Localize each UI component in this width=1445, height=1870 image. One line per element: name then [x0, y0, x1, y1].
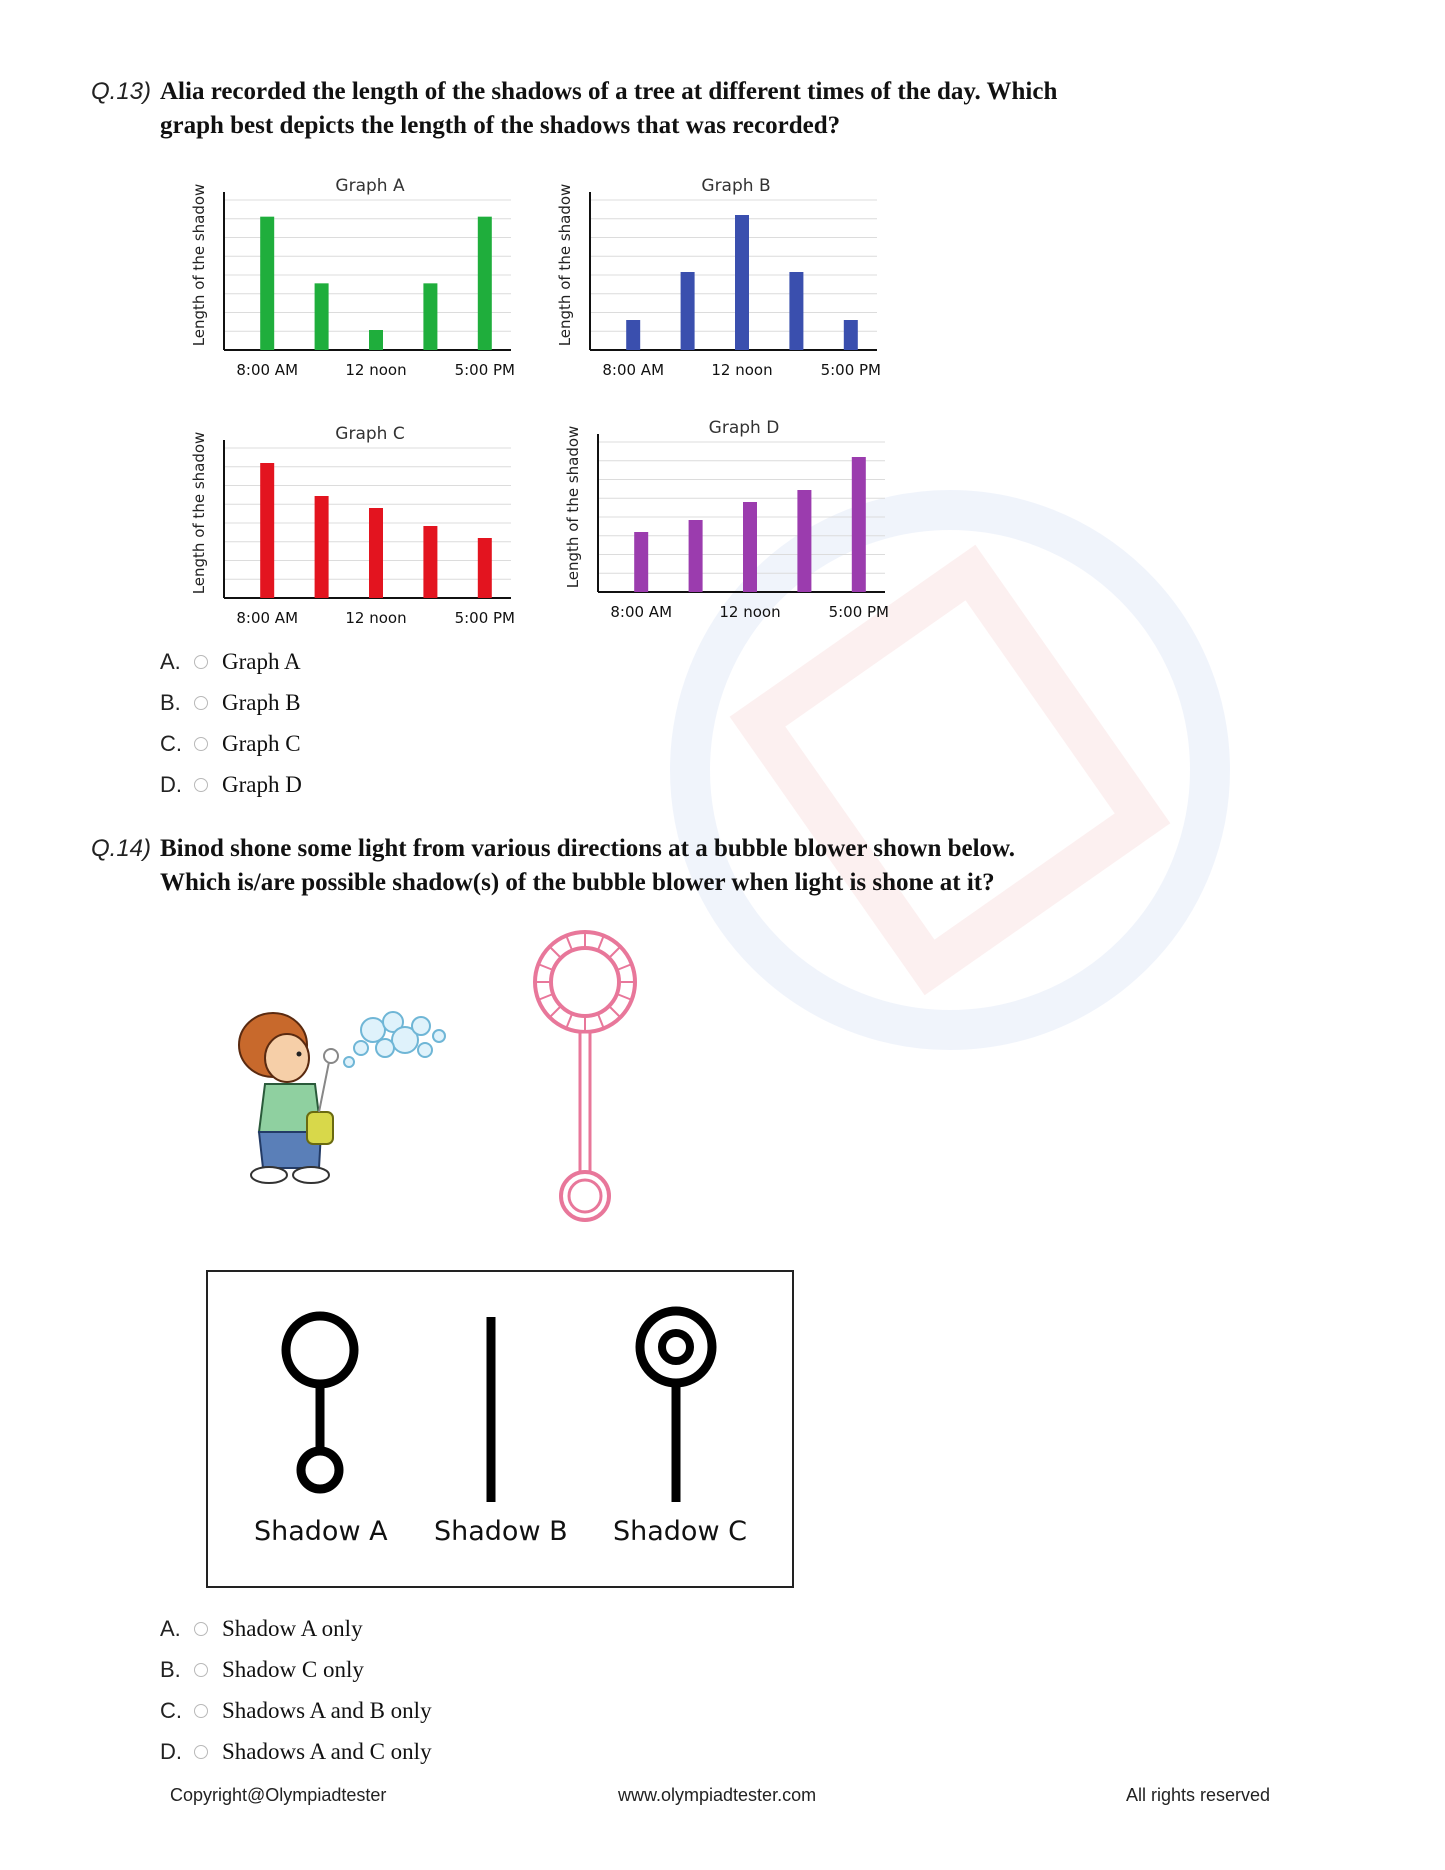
- option-letter: D.: [160, 1739, 182, 1764]
- bar: [423, 526, 437, 598]
- option-text: Shadow A only: [222, 1616, 363, 1641]
- shadow-drawings: [208, 1272, 792, 1512]
- radio-button[interactable]: [194, 1622, 208, 1636]
- bar: [260, 217, 274, 350]
- y-axis-label: Length of the shadow: [190, 183, 208, 347]
- x-tick-label: 5:00 PM: [828, 603, 890, 621]
- bar: [689, 520, 703, 592]
- question-14-number: Q.14): [91, 835, 152, 862]
- q14-option-c[interactable]: [160, 1694, 432, 1728]
- graph-title: Graph A: [335, 176, 405, 196]
- footer-rights: All rights reserved: [1126, 1785, 1271, 1805]
- bar: [789, 272, 803, 350]
- option-text: Graph B: [222, 690, 301, 715]
- bar: [634, 532, 648, 592]
- graph-a: [186, 170, 526, 385]
- option-letter: A.: [160, 1616, 181, 1641]
- option-letter: C.: [160, 1698, 182, 1723]
- x-tick-label: 8:00 AM: [610, 603, 673, 621]
- bar: [369, 508, 383, 598]
- bar: [260, 463, 274, 598]
- graph-d: [560, 412, 900, 627]
- radio-button[interactable]: [194, 1663, 208, 1677]
- question-13-text: [160, 75, 1057, 143]
- q13-option-b[interactable]: [160, 686, 301, 720]
- y-axis-label: Length of the shadow: [564, 425, 582, 589]
- bar: [626, 320, 640, 350]
- boy-blowing-bubbles-illustration: [225, 1000, 465, 1190]
- bar: [844, 320, 858, 350]
- radio-button[interactable]: [194, 737, 208, 751]
- bar: [315, 496, 329, 598]
- option-text: Shadow C only: [222, 1657, 364, 1682]
- question-13-number: Q.13): [91, 78, 152, 105]
- footer-website[interactable]: www.olympiadtester.com: [618, 1785, 817, 1805]
- option-letter: B.: [160, 690, 181, 715]
- option-letter: B.: [160, 1657, 181, 1682]
- x-tick-label: 12 noon: [345, 609, 407, 627]
- bar: [852, 457, 866, 592]
- graph-title: Graph B: [701, 176, 771, 196]
- option-letter: C.: [160, 731, 182, 756]
- question-14-line-1: Binod shone some light from various directions at a bubble blower shown below.: [160, 835, 1015, 862]
- y-axis-label: Length of the shadow: [190, 431, 208, 595]
- graph-b: [552, 170, 892, 385]
- graph-title: Graph C: [335, 424, 405, 444]
- radio-button[interactable]: [194, 655, 208, 669]
- graph-c: [186, 418, 526, 633]
- x-tick-label: 8:00 AM: [236, 609, 299, 627]
- question-13-line-1: Alia recorded the length of the shadows of a tree at different times of the day. Which: [160, 78, 1058, 105]
- shadows-box: [206, 1270, 794, 1588]
- bar: [315, 283, 329, 350]
- option-text: Graph C: [222, 731, 301, 756]
- x-tick-label: 12 noon: [345, 361, 407, 379]
- shadow-a-drawing: [286, 1316, 354, 1489]
- option-letter: A.: [160, 649, 181, 674]
- x-tick-label: 12 noon: [719, 603, 781, 621]
- question-14-text: [160, 832, 1015, 900]
- bar: [478, 538, 492, 598]
- graph-title: Graph D: [708, 418, 780, 438]
- x-tick-label: 5:00 PM: [820, 361, 882, 379]
- graph-c-svg: [186, 418, 526, 628]
- radio-button[interactable]: [194, 1745, 208, 1759]
- shadow-b-label: Shadow B: [434, 1516, 568, 1547]
- bar: [369, 330, 383, 350]
- option-text: Shadows A and C only: [222, 1739, 432, 1764]
- x-tick-label: 5:00 PM: [454, 361, 516, 379]
- radio-button[interactable]: [194, 1704, 208, 1718]
- radio-button[interactable]: [194, 778, 208, 792]
- x-tick-label: 8:00 AM: [602, 361, 665, 379]
- bar: [681, 272, 695, 350]
- bar: [423, 283, 437, 350]
- q13-option-d[interactable]: [160, 768, 302, 802]
- x-tick-label: 12 noon: [711, 361, 773, 379]
- graph-d-svg: [560, 412, 900, 622]
- bar: [743, 502, 757, 592]
- y-axis-label: Length of the shadow: [556, 183, 574, 347]
- option-text: Graph A: [222, 649, 301, 674]
- footer-copyright: Copyright@Olympiadtester: [170, 1785, 387, 1805]
- q13-option-c[interactable]: [160, 727, 301, 761]
- graph-b-svg: [552, 170, 892, 380]
- question-14-line-2: Which is/are possible shadow(s) of the bubble blower when light is shone at it?: [160, 869, 995, 896]
- option-letter: D.: [160, 772, 182, 797]
- q14-option-b[interactable]: [160, 1653, 364, 1687]
- radio-button[interactable]: [194, 696, 208, 710]
- shadow-a-label: Shadow A: [254, 1516, 388, 1547]
- option-text: Shadows A and B only: [222, 1698, 432, 1723]
- bar: [478, 217, 492, 350]
- q14-option-d[interactable]: [160, 1735, 432, 1769]
- bubble-blower-illustration: [520, 920, 650, 1240]
- option-text: Graph D: [222, 772, 302, 797]
- shadow-c-label: Shadow C: [613, 1516, 747, 1547]
- q14-option-a[interactable]: [160, 1612, 363, 1646]
- x-tick-label: 8:00 AM: [236, 361, 299, 379]
- q13-option-a[interactable]: [160, 645, 301, 679]
- question-13-line-2: graph best depicts the length of the shadows that was recorded?: [160, 112, 841, 139]
- shadow-c-drawing: [640, 1311, 712, 1502]
- bar: [735, 215, 749, 350]
- graph-a-svg: [186, 170, 526, 380]
- x-tick-label: 5:00 PM: [454, 609, 516, 627]
- bar: [797, 490, 811, 592]
